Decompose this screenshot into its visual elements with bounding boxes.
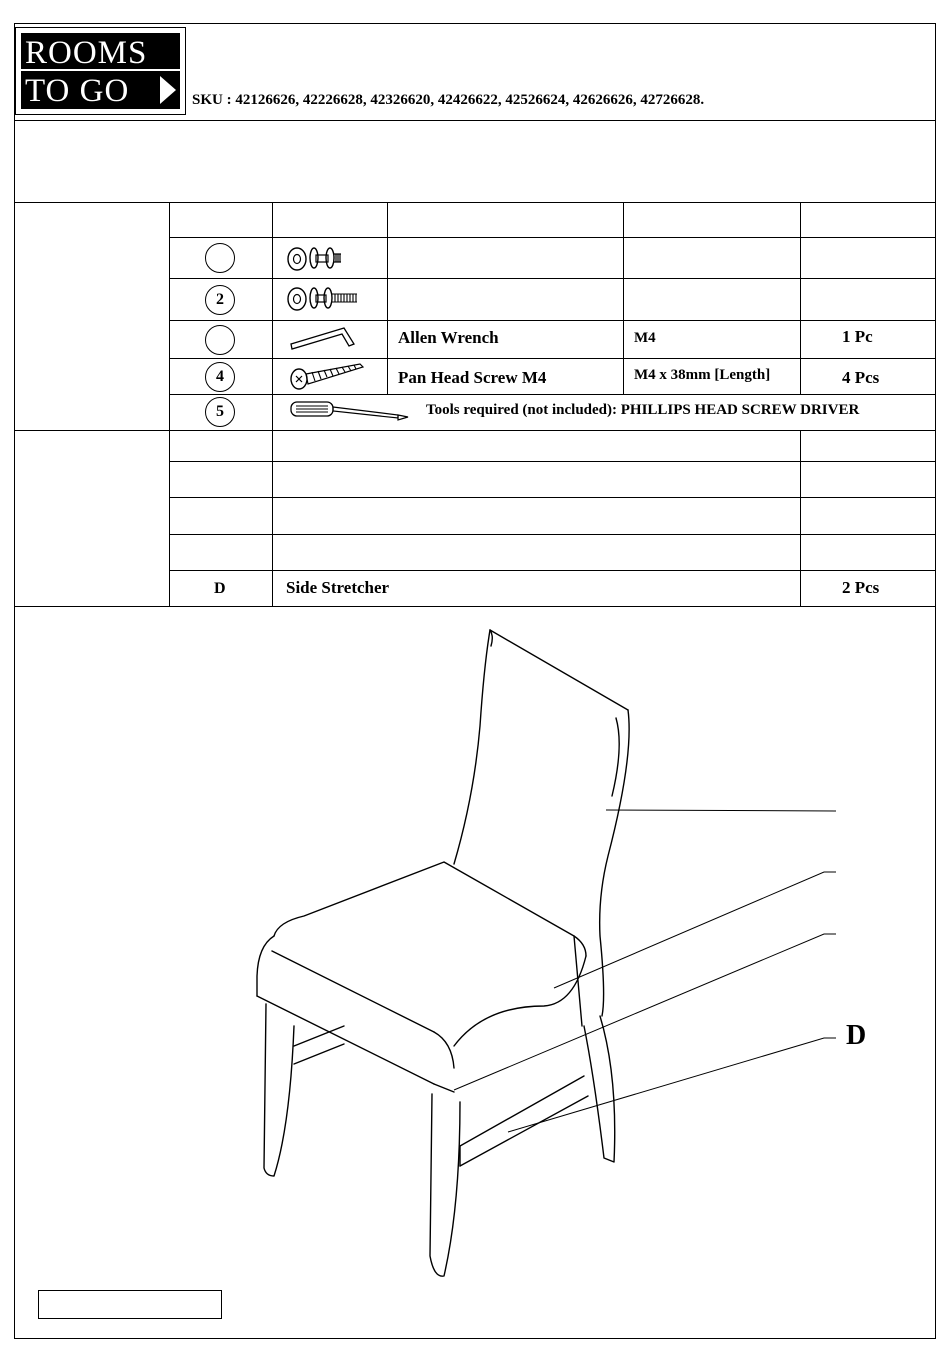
pan-head-screw-qty: 4 Pcs — [842, 368, 880, 387]
chair-illustration — [14, 606, 936, 1339]
logo-line-2: TO GO — [25, 73, 130, 109]
part-name-side-stretcher: Side Stretcher — [286, 578, 390, 597]
pan-head-screw-name: Pan Head Screw M4 — [398, 368, 547, 387]
allen-wrench-icon — [288, 322, 360, 352]
hardware-number-2: 2 — [205, 285, 235, 315]
hardware-number-4: 4 — [205, 362, 235, 392]
allen-wrench-qty: 1 Pc — [842, 327, 873, 346]
hardware-number-3 — [205, 325, 235, 355]
callout-label-d: D — [846, 1020, 867, 1051]
part-qty-side-stretcher: 2 Pcs — [842, 578, 880, 597]
header-divider — [14, 120, 936, 121]
sku-list: SKU : 42126626, 42226628, 42326620, 42426622, 42526624, 42626626, 42726628. — [192, 92, 705, 108]
hardware-number-1 — [205, 243, 235, 273]
hardware-table-bottom — [14, 430, 936, 431]
title-band-divider — [14, 202, 936, 203]
tools-required-text: Tools required (not included): PHILLIPS HEAD SCREW DRIVER — [426, 402, 860, 418]
part-letter-d: D — [214, 580, 226, 597]
pan-head-screw-icon — [288, 360, 366, 392]
rooms-to-go-logo — [15, 27, 186, 115]
allen-wrench-name: Allen Wrench — [398, 328, 499, 347]
hardware-number-5: 5 — [205, 397, 235, 427]
play-arrow-icon — [160, 76, 176, 104]
pan-head-screw-size: M4 x 38mm [Length] — [634, 367, 771, 383]
screwdriver-icon — [288, 398, 413, 424]
allen-wrench-size: M4 — [634, 330, 656, 346]
bolt-with-washers-icon — [285, 243, 360, 273]
long-bolt-with-washers-icon — [285, 283, 360, 313]
logo-line-1: ROOMS — [25, 35, 148, 71]
page-label-box — [38, 1290, 222, 1319]
